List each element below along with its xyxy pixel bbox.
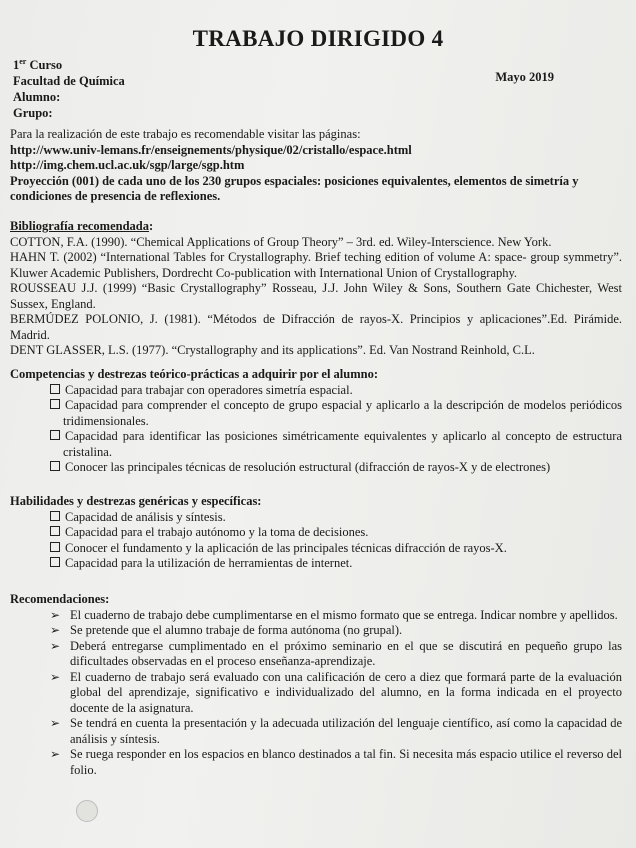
recomendacion-item: ➢ El cuaderno de trabajo debe cumplimentarse en el mismo formato que se entrega. Indicar nombre y apellidos. [50,607,618,622]
habilidad-item: Capacidad para el trabajo autónomo y la toma de decisiones. [10,525,622,541]
bibliography-section [10,219,622,359]
bibliography-heading-line: Bibliografía recomendada: [10,219,154,233]
competencia-item: Capacidad para trabajar con operadores simetría espacial. [10,383,622,399]
checkbox-icon [50,399,60,409]
habilidad-item: Conocer el fundamento y la aplicación de las principales técnicas difracción de rayos-X. [10,541,622,557]
bibliography-entry: DENT GLASSER, L.S. (1977). “Crystallography and its applications”. Ed. Van Nostrand Reinhold, C.L. [10,343,535,357]
header-info [13,54,125,121]
faculty-line: Facultad de Química [13,74,125,89]
intro-section [10,127,622,205]
arrow-bullet-icon: ➢ [50,638,61,653]
recomendacion-item: ➢ Se pretende que el alumno trabaje de forma autónoma (no grupal). [50,623,403,637]
arrow-bullet-icon: ➢ [50,623,61,637]
student-line: Alumno: [13,90,61,105]
recomendacion-item: ➢ Deberá entregarse cumplimentado en el próximo seminario en el que se discutirá en pequeño grupo las dificultades observadas en el proceso enseñanza-aprendizaje. [50,638,622,668]
recomendacion-item: ➢ El cuaderno de trabajo será evaluado con una calificación de cero a diez que formará parte de la evaluación global del aprendizaje, significativo e individualizado del alumno, en la forma indicada en el proyecto docente de la asignatura. [50,669,622,715]
checkbox-icon [50,384,60,394]
competencias-section [10,367,622,476]
arrow-bullet-icon: ➢ [50,747,61,761]
projection-note: Proyección (001) de cada uno de los 230 grupos espaciales: posiciones equivalentes, elementos de simetría y condiciones de presencia de reflexiones. [10,173,579,203]
competencia-item: Capacidad para comprender el concepto de grupo espacial y aplicarlo a la descripción de modelos periódicos tridimensionales. [10,398,622,429]
bibliography-entry: COTTON, F.A. (1990). “Chemical Applications of Group Theory” – 3rd. ed. Wiley-Interscience. New York. [10,234,552,249]
competencias-title: Competencias y destrezas teórico-prácticas a adquirir por el alumno: [10,367,379,381]
checkbox-icon [50,557,60,567]
checkbox-icon [50,511,60,521]
group-line: Grupo: [13,106,53,121]
punch-hole [76,800,98,822]
arrow-bullet-icon: ➢ [50,716,61,730]
competencia-item: Capacidad para identificar las posiciones simétricamente equivalentes y aplicarlo al concepto de estructura cristalina. [10,429,622,460]
intro-text: Para la realización de este trabajo es recomendable visitar las páginas: [10,127,361,141]
checkbox-icon [50,430,60,440]
checkbox-icon [50,526,60,536]
bibliography-entry: HAHN T. (2002) “International Tables for Crystallography. Brief teching edition of volume A: space- group symmetry”. Kluwer Academic Publishers, Dordrecht Co-publication with International Union of Crystallography. [10,250,622,280]
bibliography-entry: ROUSSEAU J.J. (1999) “Basic Crystallography” Rosseau, J.J. John Wiley & Sons, Southern Gate Chichester, West Sussex, England. [10,281,622,311]
recomendaciones-title: Recomendaciones: [10,592,110,606]
arrow-bullet-icon: ➢ [50,607,61,622]
habilidades-title: Habilidades y destrezas genéricas y específicas: [10,494,262,508]
habilidad-item: Capacidad de análisis y síntesis. [10,510,622,526]
habilidades-section [10,494,622,572]
habilidad-item: Capacidad para la utilización de herramientas de internet. [10,556,622,572]
recomendacion-item: ➢ Se ruega responder en los espacios en blanco destinados a tal fin. Si necesita más espacio utilice el reverso del folio. [50,747,622,777]
link-ucl-sgp: http://img.chem.ucl.ac.uk/sgp/large/sgp.htm [10,158,245,172]
bibliography-heading: Bibliografía recomendada [10,219,150,233]
arrow-bullet-icon: ➢ [50,669,61,684]
checkbox-icon [50,542,60,552]
bibliography-entry: BERMÚDEZ POLONIO, J. (1981). “Métodos de Difracción de rayos-X. Principios y aplicaciones”.Ed. Pirámide. Madrid. [10,312,622,342]
document-title: TRABAJO DIRIGIDO 4 [192,26,444,51]
recomendacion-item: ➢ Se tendrá en cuenta la presentación y la adecuada utilización del lenguaje científico, así como la capacidad de análisis y síntesis. [50,716,622,746]
course-line: 1er Curso [13,57,63,73]
link-univ-lemans: http://www.univ-lemans.fr/enseignements/physique/02/cristallo/espace.html [10,142,412,157]
checkbox-icon [50,461,60,471]
date: Mayo 2019 [495,70,554,84]
competencia-item: Conocer las principales técnicas de resolución estructural (difracción de rayos-X y de electrones) [10,460,622,476]
recomendaciones-section [10,592,622,778]
